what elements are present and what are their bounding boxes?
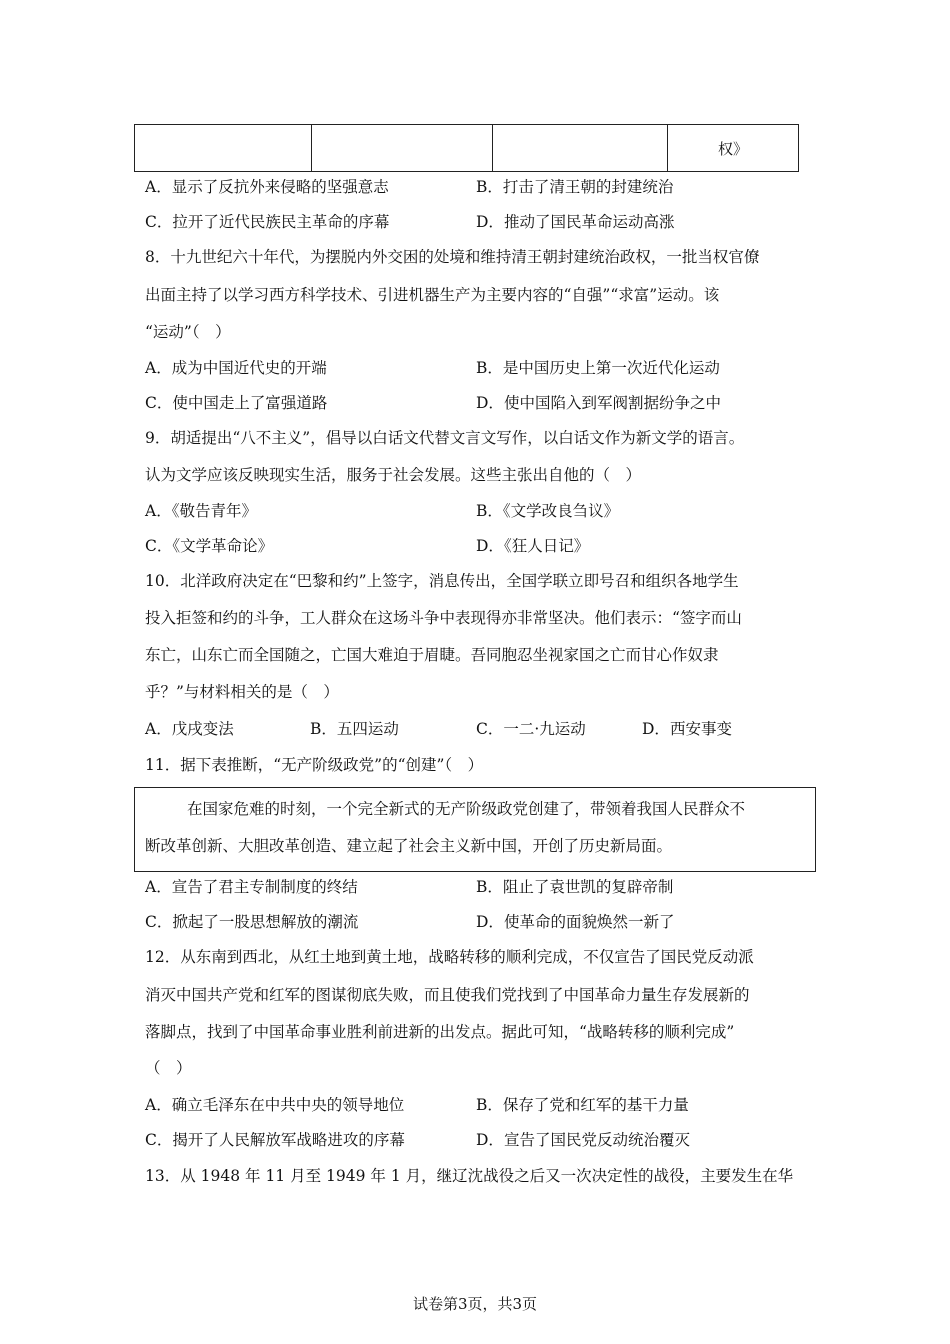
q12-option-d: D．宣告了国民党反动统治覆灭 — [476, 1131, 690, 1149]
q8-option-a: A．成为中国近代史的开端 — [145, 359, 327, 377]
q10-stem-line-2: 投入拒签和约的斗争，工人群众在这场斗争中表现得亦非常坚决。他们表示：“签字而山 — [145, 609, 742, 627]
q12-stem-line-1: 12．从东南到西北，从红土地到黄土地，战略转移的顺利完成，不仅宣告了国民党反动派 — [145, 948, 754, 966]
table-cell — [312, 125, 493, 172]
q8-stem-line-2: 出面主持了以学习西方科学技术、引进机器生产为主要内容的“自强”“求富”运动。该 — [145, 286, 720, 304]
q9-option-a: A．《敬告青年》 — [145, 502, 257, 520]
q8-stem-line-3: “运动”（ ） — [145, 323, 231, 341]
page-footer: 试卷第3页，共3页 — [412, 1295, 538, 1313]
q11-stem-line-1: 11．据下表推断，“无产阶级政党”的“创建”（ ） — [145, 756, 484, 774]
q10-option-a: A．戊戌变法 — [145, 720, 234, 738]
q7-option-d: D．推动了国民革命运动高涨 — [476, 213, 675, 231]
q7-option-a: A．显示了反抗外来侵略的坚强意志 — [145, 178, 389, 196]
q11-option-d: D．使革命的面貌焕然一新了 — [476, 913, 675, 931]
q11-option-c: C．掀起了一股思想解放的潮流 — [145, 913, 359, 931]
q12-stem-line-2: 消灭中国共产党和红军的图谋彻底失败，而且使我们党找到了中国革命力量生存发展新的 — [145, 986, 750, 1004]
q12-option-b: B．保存了党和红军的基干力量 — [476, 1096, 689, 1114]
q11-material-line-2: 断改革创新、大胆改革创造、建立起了社会主义新中国，开创了历史新局面。 — [145, 837, 673, 855]
q11-option-b: B．阻止了袁世凯的复辟帝制 — [476, 878, 674, 896]
table-fragment — [134, 124, 799, 172]
q9-stem-line-2: 认为文学应该反映现实生活，服务于社会发展。这些主张出自他的（ ） — [145, 466, 642, 484]
table-cell — [135, 125, 312, 172]
q11-material-line-1: 在国家危难的时刻，一个完全新式的无产阶级政党创建了，带领着我国人民群众不 — [187, 800, 746, 818]
q9-stem-line-1: 9．胡适提出“八不主义”，倡导以白话文代替文言文写作，以白话文作为新文学的语言。 — [145, 429, 745, 447]
q10-option-c: C．一二·九运动 — [476, 720, 586, 738]
q9-option-c: C．《文学革命论》 — [145, 537, 274, 555]
q9-option-d: D．《狂人日记》 — [476, 537, 590, 555]
q12-option-a: A．确立毛泽东在中共中央的领导地位 — [145, 1096, 405, 1114]
q12-stem-line-3: 落脚点，找到了中国革命事业胜利前进新的出发点。据此可知，“战略转移的顺利完成” — [145, 1023, 735, 1041]
q10-stem-line-1: 10．北洋政府决定在“巴黎和约”上签字，消息传出，全国学联立即号召和组织各地学生 — [145, 572, 739, 590]
q10-stem-line-4: 乎？”与材料相关的是（ ） — [145, 683, 339, 701]
q12-stem-line-4: （ ） — [145, 1059, 192, 1077]
q8-stem-line-1: 8．十九世纪六十年代，为摆脱内外交困的处境和维持清王朝封建统治政权，一批当权官僚 — [145, 248, 760, 266]
q8-option-c: C．使中国走上了富强道路 — [145, 394, 328, 412]
q7-option-c: C．拉开了近代民族民主革命的序幕 — [145, 213, 390, 231]
table-cell: 权》 — [668, 125, 799, 172]
q13-stem-line-1: 13．从 1948 年 11 月至 1949 年 1 月，继辽沈战役之后又一次决定性的战役，主要发生在华 — [145, 1167, 794, 1185]
q9-option-b: B．《文学改良刍议》 — [476, 502, 620, 520]
q11-option-a: A．宣告了君主专制制度的终结 — [145, 878, 358, 896]
q10-option-b: B．五四运动 — [310, 720, 399, 738]
q8-option-d: D．使中国陷入到军阀割据纷争之中 — [476, 394, 721, 412]
q10-option-d: D．西安事变 — [642, 720, 732, 738]
table-row — [135, 125, 799, 172]
q11-material-box — [134, 787, 816, 872]
q7-option-b: B．打击了清王朝的封建统治 — [476, 178, 674, 196]
table-cell — [493, 125, 668, 172]
q10-stem-line-3: 东亡，山东亡而全国随之，亡国大难迫于眉睫。吾同胞忍坐视家国之亡而甘心作奴隶 — [145, 646, 719, 664]
q8-option-b: B．是中国历史上第一次近代化运动 — [476, 359, 720, 377]
q12-option-c: C．揭开了人民解放军战略进攻的序幕 — [145, 1131, 405, 1149]
